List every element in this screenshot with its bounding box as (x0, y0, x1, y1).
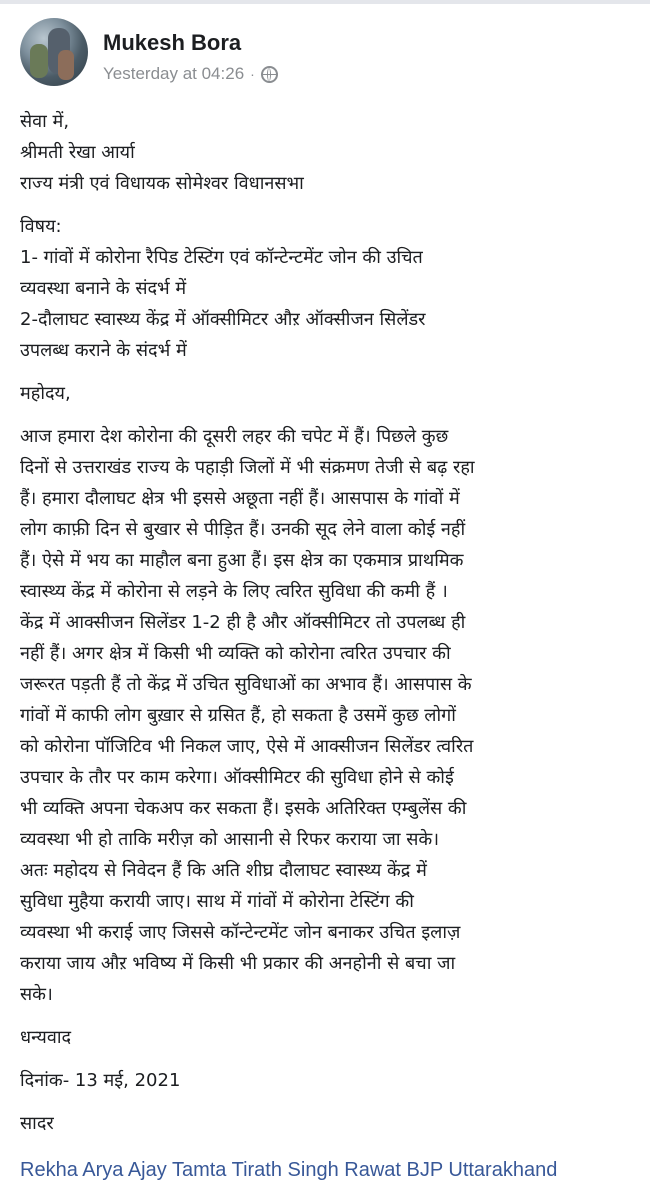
top-divider (0, 0, 650, 4)
closing-line: सादर (20, 1113, 54, 1134)
body-line: केंद्र में आक्सीजन सिलेंडर 1-2 ही है और ऑक्सीमिटर तो उपलब्ध ही (20, 612, 466, 633)
salutation-line: श्रीमती रेखा आर्या (20, 142, 135, 163)
body-line: स्वास्थ्य केंद्र में कोरोना से लड़ने के लिए त्वरित सुविधा की कमी हैं । (20, 581, 448, 602)
subject-line: 2-दौलाघट स्वास्थ्य केंद्र में ऑक्सीमिटर औऱ ऑक्सीजन सिलेंडर (20, 309, 426, 330)
subject-heading: विषय: (20, 216, 62, 237)
spacer (20, 1053, 634, 1065)
author-name[interactable]: Mukesh Bora (103, 30, 242, 55)
salutation-line: राज्य मंत्री एवं विधायक सोमेश्वर विधानसभा (20, 173, 304, 194)
body-line: दिनों से उत्तराखंड राज्य के पहाड़ी जिलों में भी संक्रमण तेजी से बढ़ रहा (20, 457, 475, 478)
body-line: लोग काफ़ी दिन से बुखार से पीड़ित हैं। उनकी सूद लेने वाला कोई नहीं (20, 519, 466, 540)
body-line: उपचार के तौर पर काम करेगा। ऑक्सीमिटर की सुविधा होने से कोई (20, 767, 454, 788)
body-line: हैं। हमारा दौलाघट क्षेत्र भी इससे अछूता नहीं हैं। आसपास के गांवों में (20, 488, 460, 509)
post-header (20, 18, 630, 88)
subject-line: 1- गांवों में कोरोना रैपिड टेस्टिंग एवं कॉन्टेन्टमेंट जोन की उचित (20, 247, 423, 268)
body-line: जरूरत पड़ती हैं तो केंद्र में उचित सुविधाओं का अभाव हैं। आसपास के (20, 674, 472, 695)
body-paragraph (20, 421, 634, 1010)
date-line: दिनांक- 13 मई, 2021 (20, 1070, 181, 1091)
post-text (20, 106, 634, 1139)
tag-links[interactable]: Rekha Arya Ajay Tamta Tirath Singh Rawat BJP Uttarakhand (20, 1159, 558, 1181)
body-line: व्यवस्था भी कराई जाए जिससे कॉन्टेन्टमेंट जोन बनाकर उचित इलाज़ (20, 922, 461, 943)
body-line: कराया जाय औऱ भविष्य में किसी भी प्रकार की अनहोनी से बचा जा (20, 953, 456, 974)
body-line: सुविधा मुहैया करायी जाए। साथ में गांवों में कोरोना टेस्टिंग की (20, 891, 414, 912)
greeting: महोदय, (20, 383, 71, 404)
spacer (20, 1010, 634, 1022)
spacer (20, 1096, 634, 1108)
avatar-figure-shape (58, 50, 74, 80)
body-line: आज हमारा देश कोरोना की दूसरी लहर की चपेट में हैं। पिछले कुछ (20, 426, 449, 447)
spacer (20, 199, 634, 211)
body-line: गांवों में काफी लोग बुख़ार से ग्रसित हैं, हो सकता है उसमें कुछ लोगों (20, 705, 456, 726)
body-line: अतः महोदय से निवेदन हैं कि अति शीघ्र दौलाघट स्वास्थ्य केंद्र में (20, 860, 427, 881)
tagged-people (20, 1155, 634, 1185)
globe-icon[interactable] (261, 66, 278, 83)
avatar-figure-shape (30, 44, 48, 78)
subject-line: उपलब्ध कराने के संदर्भ में (20, 340, 187, 361)
body-line: को कोरोना पॉजिटिव भी निकल जाए, ऐसे में आक्सीजन सिलेंडर त्वरित (20, 736, 474, 757)
body-line: सके। (20, 984, 53, 1005)
body-line: नहीं हैं। अगर क्षेत्र में किसी भी व्यक्ति को कोरोना त्वरित उपचार की (20, 643, 451, 664)
salutation-line: सेवा में, (20, 111, 70, 132)
body-line: भी व्यक्ति अपना चेकअप कर सकता हैं। इसके अतिरिक्त एम्बुलेंस की (20, 798, 467, 819)
spacer (20, 366, 634, 378)
body-line: व्यवस्था भी हो ताकि मरीज़ को आसानी से रिफर कराया जा सके। (20, 829, 440, 850)
body-line: हैं। ऐसे में भय का माहौल बना हुआ हैं। इस क्षेत्र का एकमात्र प्राथमिक (20, 550, 464, 571)
spacer (20, 409, 634, 421)
thanks-line: धन्यवाद (20, 1027, 72, 1048)
post-meta (103, 64, 278, 84)
meta-separator: · (250, 66, 255, 82)
profile-avatar[interactable] (20, 18, 88, 86)
post-timestamp[interactable]: Yesterday at 04:26 (103, 64, 245, 83)
subject-line: व्यवस्था बनाने के संदर्भ में (20, 278, 187, 299)
